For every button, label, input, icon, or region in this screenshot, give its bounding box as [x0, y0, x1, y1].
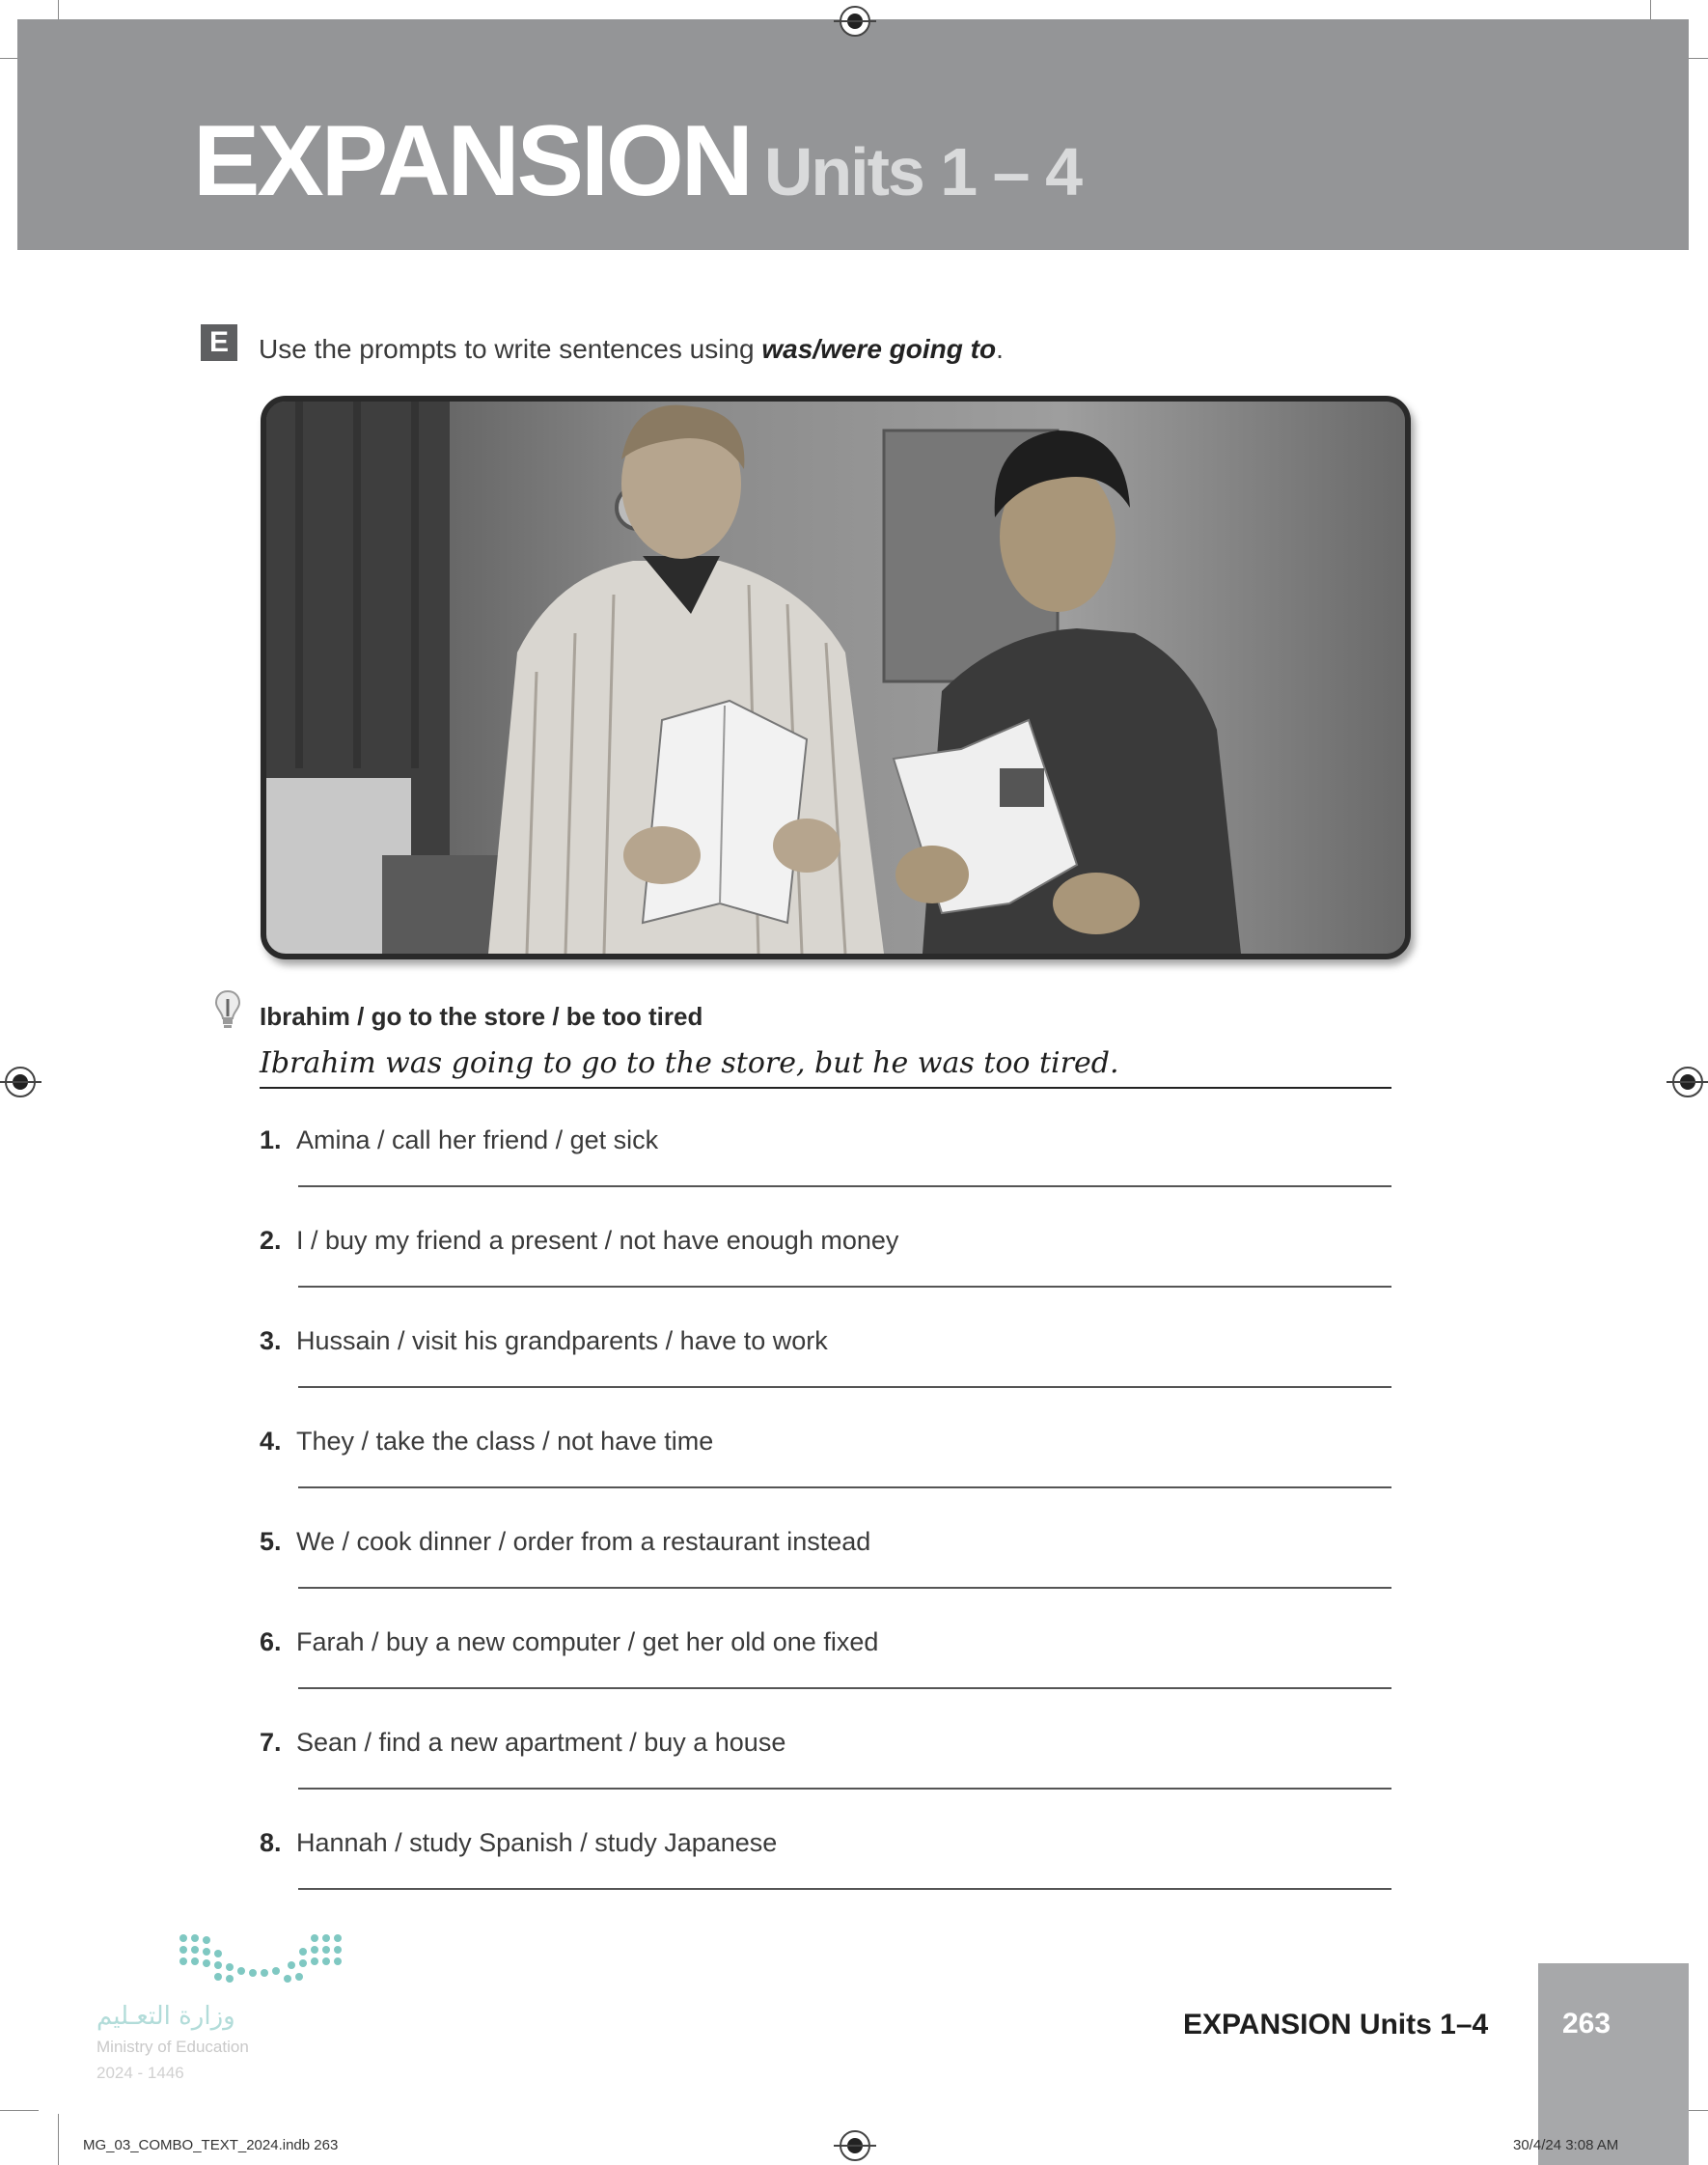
example-prompt: Ibrahim / go to the store / be too tired [260, 1002, 703, 1031]
answer-line[interactable] [298, 1687, 1391, 1689]
exercise-item [260, 1728, 1391, 1828]
instruction-prefix: Use the prompts to write sentences using [259, 334, 762, 364]
item-number: 7. [260, 1728, 282, 1757]
page-number: 263 [1561, 2008, 1612, 2040]
exercise-item [260, 1326, 1391, 1427]
instruction-text [259, 334, 1004, 365]
registration-mark-icon [5, 1067, 36, 1097]
answer-line[interactable] [298, 1587, 1391, 1589]
print-slug-timestamp: 30/4/24 3:08 AM [1513, 2137, 1619, 2153]
answer-line[interactable] [298, 1788, 1391, 1790]
item-number: 5. [260, 1527, 282, 1556]
item-prompt: Sean / find a new apartment / buy a house [296, 1728, 786, 1757]
registration-mark-icon [840, 6, 870, 37]
item-prompt: We / cook dinner / order from a restaurant instead [296, 1527, 871, 1556]
logo-english-text: Ministry of Education [96, 2038, 249, 2056]
item-number: 4. [260, 1427, 282, 1456]
item-prompt: I / buy my friend a present / not have enough money [296, 1226, 899, 1255]
exercise-item [260, 1226, 1391, 1326]
item-number: 8. [260, 1828, 282, 1857]
answer-line[interactable] [298, 1286, 1391, 1288]
item-number: 6. [260, 1627, 282, 1656]
example-answer: Ibrahim was going to go to the store, but he was too tired. [260, 1046, 1391, 1089]
item-prompt: Farah / buy a new computer / get her old one fixed [296, 1627, 879, 1656]
page-title [193, 104, 1081, 219]
exercise-item [260, 1125, 1391, 1226]
ministry-of-education-logo-icon [96, 1930, 347, 1997]
item-prompt: Amina / call her friend / get sick [296, 1125, 659, 1154]
exercise-letter-badge: E [201, 324, 237, 361]
instruction-suffix: . [996, 334, 1004, 364]
item-prompt: Hussain / visit his grandparents / have to work [296, 1326, 828, 1355]
exercise-item [260, 1627, 1391, 1728]
page-number-tab [1538, 1963, 1689, 2165]
item-number: 1. [260, 1125, 282, 1154]
photo-two-men-reading-icon [261, 396, 1411, 959]
logo-arabic-text: وزارة التعـليم [96, 2002, 235, 2031]
exercise-item [260, 1828, 1391, 1929]
registration-mark-icon [840, 2130, 870, 2161]
answer-line[interactable] [298, 1486, 1391, 1488]
instruction-emphasis: was/were going to [761, 334, 997, 364]
title-sub: Units 1 – 4 [763, 134, 1081, 209]
answer-line[interactable] [298, 1386, 1391, 1388]
item-number: 2. [260, 1226, 282, 1255]
answer-line[interactable] [298, 1888, 1391, 1890]
answer-line[interactable] [298, 1185, 1391, 1187]
item-prompt: Hannah / study Spanish / study Japanese [296, 1828, 778, 1857]
title-main: EXPANSION [193, 105, 751, 217]
footer-title: EXPANSION Units 1–4 [1183, 2009, 1489, 2040]
lightbulb-icon [214, 989, 241, 1035]
crop-mark [58, 2114, 59, 2165]
exercise-item [260, 1427, 1391, 1527]
logo-year-text: 2024 - 1446 [96, 2064, 184, 2082]
print-slug-filename: MG_03_COMBO_TEXT_2024.indb 263 [83, 2137, 339, 2153]
exercise-item [260, 1527, 1391, 1627]
item-prompt: They / take the class / not have time [296, 1427, 714, 1456]
item-number: 3. [260, 1326, 282, 1355]
crop-mark [0, 2110, 39, 2111]
registration-mark-icon [1672, 1067, 1703, 1097]
